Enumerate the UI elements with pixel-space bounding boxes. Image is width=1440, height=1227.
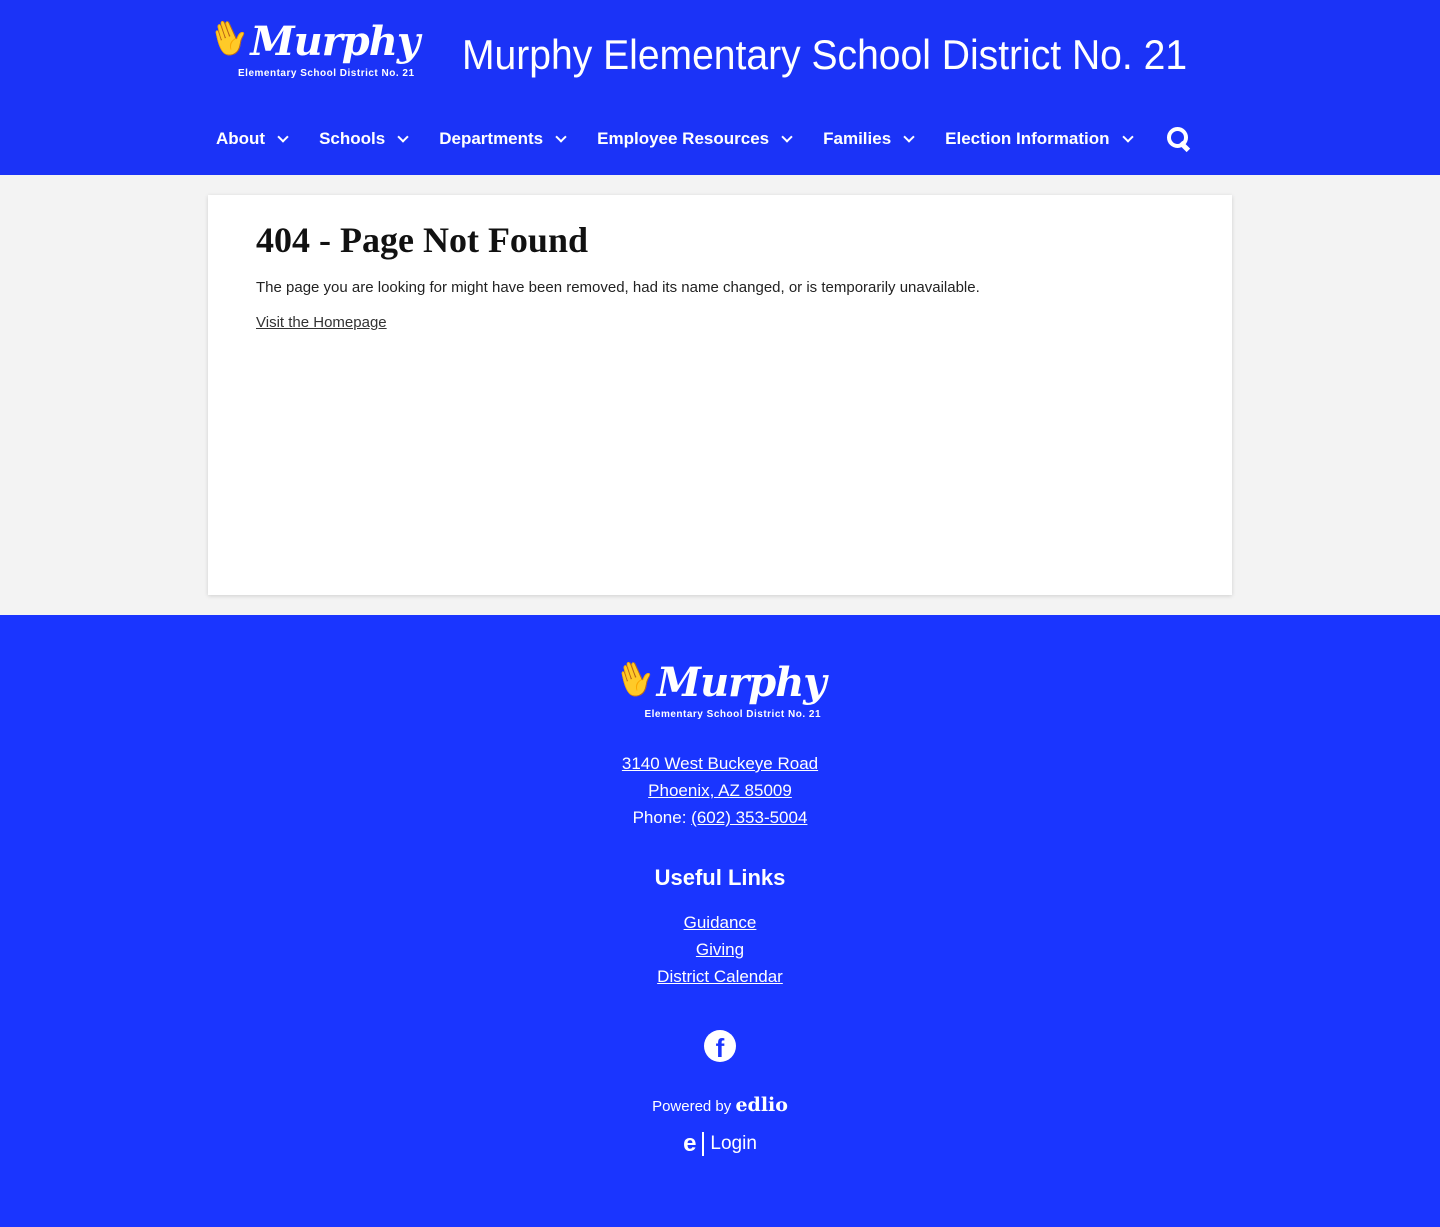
useful-links bbox=[0, 909, 1440, 990]
site-footer bbox=[0, 615, 1440, 1227]
nav-label: About bbox=[216, 129, 266, 148]
link-district-calendar[interactable]: District Calendar bbox=[657, 967, 783, 986]
facebook-icon[interactable]: f bbox=[704, 1030, 736, 1062]
site-header bbox=[0, 0, 1440, 175]
main-nav bbox=[216, 126, 1192, 152]
nav-label: Departments bbox=[439, 129, 544, 148]
content-card bbox=[208, 195, 1232, 595]
nav-label: Schools bbox=[319, 129, 386, 148]
error-message: The page you are looking for might have been removed, had its name changed, or is temporarily unavailable. bbox=[256, 279, 980, 296]
nav-employee-resources[interactable] bbox=[597, 129, 791, 149]
chevron-down-icon bbox=[398, 131, 409, 142]
address bbox=[0, 750, 1440, 831]
link-guidance[interactable]: Guidance bbox=[683, 913, 757, 932]
address-line1-link[interactable]: 3140 West Buckeye Road bbox=[621, 754, 819, 773]
nav-families[interactable] bbox=[823, 129, 913, 149]
chevron-down-icon bbox=[1122, 131, 1133, 142]
nav-label: Families bbox=[823, 129, 892, 148]
nav-schools[interactable] bbox=[319, 129, 407, 149]
footer-logo[interactable]: ✋Murphy Elementary School District No. 21 bbox=[609, 653, 826, 720]
edlio-logo: edlio bbox=[735, 1094, 788, 1116]
district-logo[interactable]: ✋Murphy Elementary School District No. 21 bbox=[202, 12, 420, 79]
link-giving[interactable]: Giving bbox=[695, 940, 745, 959]
nav-election-information[interactable] bbox=[945, 129, 1131, 149]
homepage-link[interactable]: Visit the Homepage bbox=[256, 314, 387, 331]
nav-label: Employee Resources bbox=[597, 129, 770, 148]
phone-label: Phone: bbox=[632, 808, 692, 827]
phone-link[interactable]: (602) 353-5004 bbox=[691, 808, 808, 827]
main-content bbox=[0, 175, 1440, 615]
page-title: 404 - Page Not Found bbox=[256, 220, 588, 260]
hand-icon: ✋ bbox=[609, 653, 663, 705]
login-button[interactable] bbox=[0, 1130, 1440, 1158]
chevron-down-icon bbox=[277, 131, 288, 142]
chevron-down-icon bbox=[555, 131, 566, 142]
useful-links-heading: Useful Links bbox=[654, 865, 786, 890]
address-line2-link[interactable]: Phoenix, AZ 85009 bbox=[648, 781, 792, 800]
nav-about[interactable] bbox=[216, 129, 287, 149]
nav-departments[interactable] bbox=[439, 129, 565, 149]
chevron-down-icon bbox=[903, 131, 914, 142]
site-title: Murphy Elementary School District No. 21 bbox=[462, 31, 1188, 78]
edlio-e-icon: e bbox=[683, 1130, 697, 1157]
powered-by-label: Powered by bbox=[652, 1098, 732, 1115]
search-icon[interactable] bbox=[1166, 126, 1192, 152]
nav-label: Election Information bbox=[945, 129, 1110, 148]
login-label: Login bbox=[710, 1133, 757, 1154]
powered-by[interactable] bbox=[0, 1094, 1440, 1116]
hand-icon: ✋ bbox=[202, 12, 256, 64]
divider bbox=[702, 1132, 704, 1156]
chevron-down-icon bbox=[781, 131, 792, 142]
